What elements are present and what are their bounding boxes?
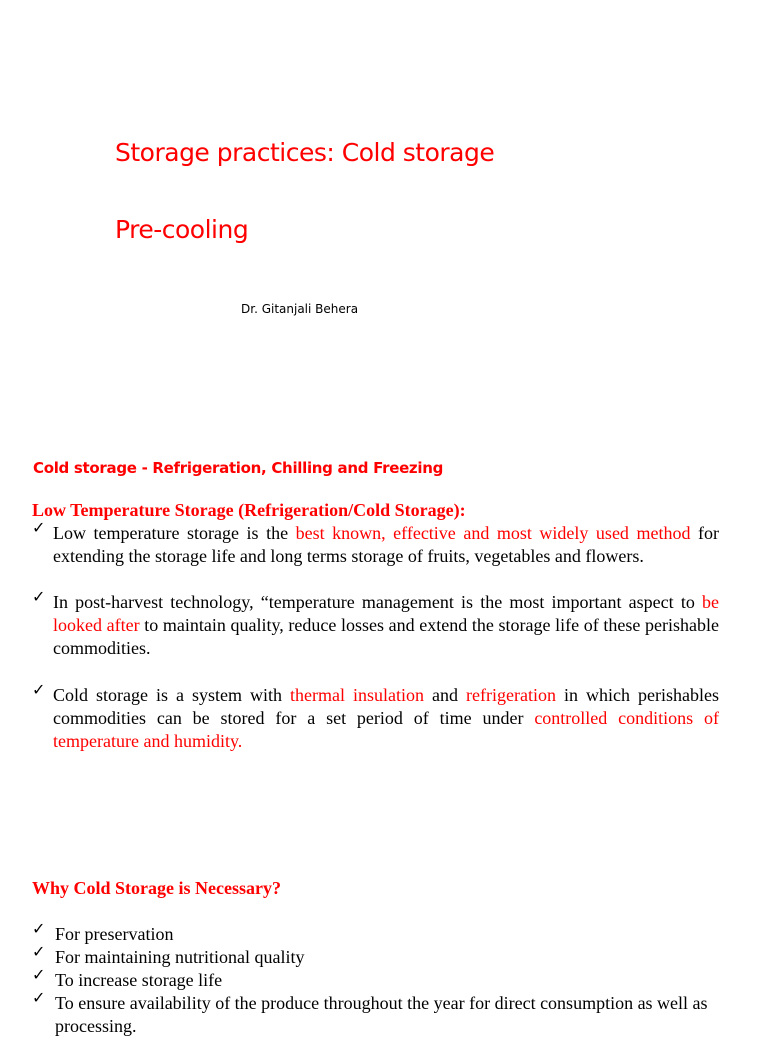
list-item: To increase storage life	[55, 970, 223, 990]
text-run: In post-harvest technology, “temperature management is the most important aspect to	[53, 592, 702, 612]
text-run: in which perishables commodities can be stored for a set period of time under	[53, 685, 719, 728]
list-item: For maintaining nutritional quality	[55, 947, 305, 967]
text-run: and	[424, 685, 467, 705]
checkmark-icon: ✓	[32, 518, 46, 537]
highlight-text: best known, effective and most widely used method	[295, 523, 691, 543]
text-run: Low temperature storage is the	[53, 523, 296, 543]
highlight-text: refrigeration	[466, 685, 556, 705]
list-item: For preservation	[55, 924, 174, 944]
text-run: Cold storage is a system with	[53, 685, 291, 705]
text-run: for extending the storage life and long terms storage of fruits, vegetables and flowers.	[53, 523, 719, 566]
text-run: to maintain quality, reduce losses and extend the storage life of these perishable commodities.	[53, 615, 719, 658]
slide-subtitle: Pre-cooling	[115, 215, 249, 244]
section-heading: Cold storage - Refrigeration, Chilling and Freezing	[33, 459, 444, 477]
highlight-text: be looked after	[53, 592, 719, 635]
bullet-paragraph	[53, 591, 719, 660]
checkmark-icon: ✓	[32, 587, 46, 606]
checkmark-icon: ✓	[32, 680, 46, 699]
checkmark-icon: ✓	[32, 965, 46, 984]
why-heading: Why Cold Storage is Necessary?	[32, 878, 281, 898]
subheading: Low Temperature Storage (Refrigeration/Cold Storage):	[32, 500, 466, 520]
checkmark-icon: ✓	[32, 919, 46, 938]
checkmark-icon: ✓	[32, 942, 46, 961]
author-name: Dr. Gitanjali Behera	[241, 302, 359, 316]
bullet-paragraph	[53, 522, 719, 568]
slide-title: Storage practices: Cold storage	[115, 138, 495, 167]
checkmark-icon: ✓	[32, 988, 46, 1007]
bullet-paragraph	[53, 684, 719, 753]
highlight-text: controlled conditions of temperature and humidity.	[53, 708, 719, 751]
list-item: To ensure availability of the produce throughout the year for direct consumption as well as processing.	[55, 993, 708, 1036]
highlight-text: thermal insulation	[290, 685, 425, 705]
